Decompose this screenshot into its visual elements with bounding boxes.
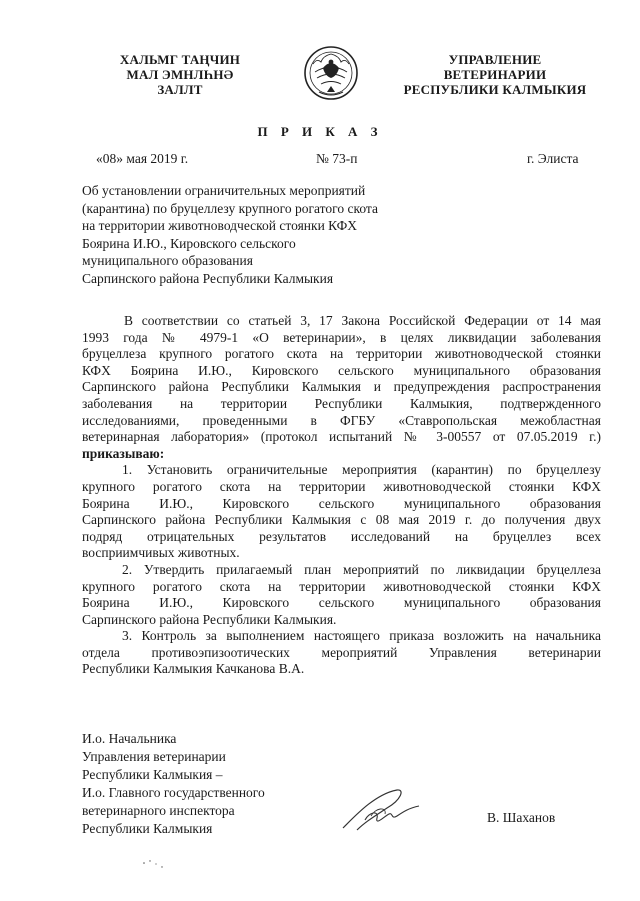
signer-name: В. Шаханов — [487, 810, 556, 825]
item-1-paragraph — [82, 462, 601, 562]
handwritten-signature — [335, 786, 425, 836]
position-line: ветеринарного инспектора — [82, 803, 235, 818]
body-line: В соответствии со статьей 3, 17 Закона Российской Федерации от 14 мая — [124, 313, 601, 328]
order-date: «08» мая 2019 г. — [96, 151, 189, 166]
body-line: крупного рогатого скота на территории животноводческой стоянки КФХ — [82, 478, 601, 494]
body-line: Республики Калмыкия Качканова В.А. — [82, 661, 305, 677]
document-title: П Р И К А З — [257, 124, 383, 139]
header-right-line-1: УПРАВЛЕНИЕ — [448, 52, 542, 67]
order-number: № 73-п — [316, 151, 358, 166]
body-line: бруцеллеза крупного рогатого скота на территории животноводческой стоянки — [82, 346, 601, 362]
subject-line: Сарпинского района Республики Калмыкия — [82, 270, 334, 286]
body-line: восприимчивых животных. — [82, 545, 240, 561]
body-line: 3. Контроль за выполнением настоящего приказа возложить на начальника — [122, 628, 601, 644]
position-line: Республики Калмыкия — [82, 821, 213, 836]
order-subject — [82, 182, 402, 287]
body-line: Боярина И.Ю., Кировского сельского муниципального образования — [82, 495, 601, 511]
scan-specks — [140, 855, 180, 875]
subject-line: (карантина) по бруцеллезу крупного рогатого скота — [82, 200, 378, 216]
body-line: Сарпинского района Республики Калмыкия. — [82, 611, 337, 627]
body-line: Боярина И.Ю., Кировского сельского муниципального образования — [82, 595, 601, 611]
item-3-paragraph — [82, 628, 601, 678]
body-line: крупного рогатого скота на территории животноводческой стоянки КФХ — [82, 578, 601, 594]
subject-line: муниципального образования — [82, 253, 253, 268]
body-line: Сарпинского района Республики Калмыкия и предупреждения распространения — [82, 379, 601, 395]
position-line: Республики Калмыкия – — [82, 767, 223, 782]
header-left-line-2: МАЛ ЭМНЛҺНӘ — [126, 67, 234, 82]
header-right-org — [395, 52, 595, 97]
body-line: ветеринарная лаборатория» (протокол испытаний № 3-00557 от 07.05.2019 г.) — [82, 429, 601, 445]
body-line: 1. Установить ограничительные мероприятия (карантин) по бруцеллезу — [122, 462, 601, 478]
body-line: Сарпинского района Республики Калмыкия с 08 мая 2019 г. до получения двух — [82, 512, 601, 528]
preamble-paragraph — [82, 313, 601, 462]
subject-line: Об установлении ограничительных мероприятий — [82, 183, 366, 198]
body-line: КФХ Боярина И.Ю., Кировского сельского муниципального образования — [82, 362, 601, 378]
body-line: 2. Утвердить прилагаемый план мероприятий по ликвидации бруцеллеза — [122, 561, 601, 577]
item-2-paragraph — [82, 562, 601, 628]
order-body — [82, 313, 601, 678]
header-right-line-2: ВЕТЕРИНАРИИ — [443, 67, 547, 82]
position-line: Управления ветеринарии — [82, 749, 226, 764]
body-line: отдела противоэпизоотических мероприятий Управления ветеринарии — [82, 644, 601, 660]
subject-line: на территории животноводческой стоянки КФХ — [82, 218, 358, 233]
header-left-org — [95, 52, 265, 97]
header-right-line-3: РЕСПУБЛИКИ КАЛМЫКИЯ — [403, 82, 587, 97]
body-line: исследованиями, проведенными в ФГБУ «Ставропольская межобластная — [82, 412, 601, 428]
body-line: 1993 года № 4979-1 «О ветеринарии», в целях ликвидации заболевания — [82, 329, 601, 345]
subject-line: Боярина И.Ю., Кировского сельского — [82, 235, 296, 251]
order-word: приказываю: — [82, 445, 165, 461]
body-line: подряд отрицательных результатов исследований на бруцеллез всех — [82, 528, 601, 544]
position-line: И.о. Начальника — [82, 731, 177, 746]
signatory-position — [82, 730, 265, 838]
order-city: г. Элиста — [527, 151, 579, 166]
header-left-line-3: ЗАЛЛТ — [157, 82, 203, 97]
body-line: заболевания на территории Республики Калмыкия, подтвержденного — [82, 395, 601, 411]
position-line: И.о. Главного государственного — [82, 785, 265, 800]
coat-of-arms-icon — [303, 42, 359, 104]
header-left-line-1: ХАЛЬМГ ТАҢЧИН — [119, 52, 241, 67]
